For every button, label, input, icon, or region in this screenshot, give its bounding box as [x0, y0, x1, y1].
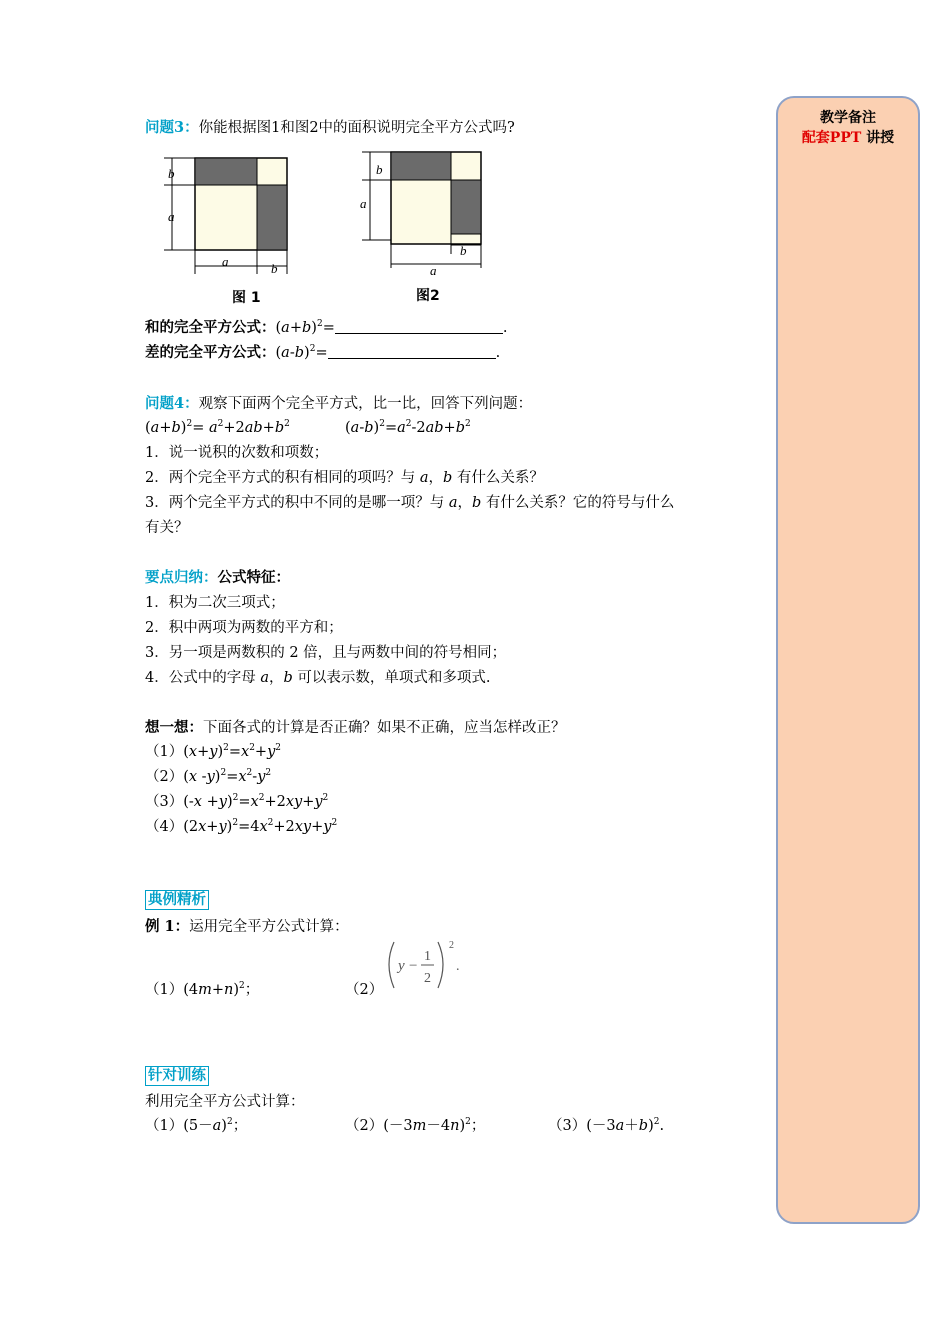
figure-2-b-vertical: b — [376, 162, 383, 177]
example-1-item-2-number: （2） — [345, 982, 384, 998]
question-4 — [145, 394, 532, 414]
teaching-notes-panel — [776, 96, 920, 1224]
lecture-label: 讲授 — [866, 130, 895, 146]
figure-1-top-rect — [195, 158, 257, 185]
example-1-text: 运用完全平方公式计算： — [189, 919, 349, 935]
practice-section-tag: 针对训练 — [145, 1066, 209, 1086]
figure-2-caption: 图2 — [416, 288, 440, 302]
svg-text:1: 1 — [424, 949, 431, 964]
diff-formula-blank[interactable] — [328, 344, 496, 359]
think-item-3: $(3)(-x +y)^2=x^2+2xy+y^2$ — [145, 793, 329, 810]
ppt-label: 配套PPT — [801, 130, 862, 146]
think-item-1: $(1)(x+y)^2=x^2+y^2$ — [145, 743, 282, 760]
figure-2 — [350, 142, 510, 302]
notes-title: 教学备注 — [820, 110, 876, 126]
key-point-2: 2．积中两项为两数的平方和； — [145, 620, 343, 636]
diff-formula-line: 差的完全平方公式：$(a-b)^2=$ . — [145, 344, 501, 361]
figure-2-top-rect — [391, 152, 451, 180]
practice-item-3: $(3)(-3a+b)^2$. — [548, 1117, 665, 1134]
figure-1-b-horizontal: b — [271, 261, 278, 276]
example-section — [145, 890, 209, 910]
example-1-item-2-formula — [382, 938, 472, 994]
think-heading — [145, 718, 566, 738]
think-item-4: $(4)(2x+y)^2=4x^2+2xy+y^2$ — [145, 818, 338, 835]
svg-text:2: 2 — [424, 971, 431, 986]
svg-text:y: y — [398, 958, 405, 974]
practice-item-2: $(2)(-3m-4n)^2$； — [345, 1117, 486, 1134]
question-4-label: 问题4： — [145, 395, 199, 412]
question-4-text: 观察下面两个完全平方式，比一比，回答下列问题： — [198, 396, 533, 412]
svg-text:−: − — [409, 958, 418, 974]
sum-formula-blank[interactable] — [335, 319, 503, 334]
question-3-label: 问题3： — [145, 119, 199, 136]
figure-2-a-horizontal: a — [430, 263, 437, 278]
example-1-item-1: $(1)(4m+n)^2$； — [145, 981, 260, 998]
sum-formula-line: 和的完全平方公式：$(a+b)^2=$ . — [145, 319, 508, 336]
key-points-heading — [145, 568, 290, 588]
figure-2-b-horizontal: b — [460, 243, 467, 258]
practice-text: 利用完全平方公式计算： — [145, 1094, 305, 1110]
key-point-1: 1．积为二次三项式； — [145, 595, 285, 611]
think-label: 想一想： — [145, 719, 203, 736]
question-3-text: 你能根据图1和图2中的面积说明完全平方公式吗? — [198, 120, 515, 136]
sum-formula-label: 和的完全平方公式： — [145, 319, 276, 336]
figure-1-a-horizontal: a — [222, 254, 229, 269]
question-4-item-3-cont: 有关？ — [145, 520, 189, 536]
example-section-tag: 典例精析 — [145, 890, 209, 910]
think-text: 下面各式的计算是否正确？如果不正确，应当怎样改正？ — [203, 720, 566, 736]
figure-1-a-vertical: a — [168, 209, 175, 224]
question-4-item-2: 2．两个完全平方式的积有相同的项吗？与 a，b 有什么关系？ — [145, 470, 544, 486]
question-4-item-1: 1．说一说积的次数和项数； — [145, 445, 329, 461]
think-item-2: （2）(x $-y)^2=x^2-y^2$ — [145, 768, 272, 785]
key-points-label: 要点归纳： — [145, 569, 218, 586]
key-point-3: 3．另一项是两数积的 2 倍，且与两数中间的符号相同； — [145, 645, 507, 661]
figure-2-a-vertical: a — [360, 196, 367, 211]
practice-item-1: $(1)(5-a)^2$； — [145, 1117, 248, 1134]
formula-diff: $(a-b)^2=a^2-2ab+b^2$ — [345, 419, 471, 436]
example-1-heading — [145, 917, 349, 937]
svg-text:.: . — [456, 959, 460, 974]
formula-sum: $(a+b)^2= a^2+2ab+b^2$ — [145, 419, 290, 436]
key-points-title: 公式特征： — [217, 569, 290, 586]
question-3 — [145, 118, 515, 138]
notes-subtitle — [778, 128, 918, 148]
figure-2-right-rect — [451, 180, 481, 234]
diff-formula-label: 差的完全平方公式： — [145, 344, 276, 361]
example-1-label: 例 1： — [145, 918, 190, 935]
figure-1-caption: 图 1 — [232, 290, 261, 306]
figure-1-right-rect — [257, 185, 287, 250]
svg-text:2: 2 — [449, 940, 454, 951]
practice-section — [145, 1066, 209, 1086]
figure-1 — [150, 148, 310, 308]
figure-1-b-vertical: b — [168, 166, 175, 181]
question-4-item-3: 3．两个完全平方式的积中不同的是哪一项？与 a，b 有什么关系？它的符号与什么 — [145, 495, 675, 511]
key-point-4: 4．公式中的字母 a，b 可以表示数，单项式和多项式. — [145, 670, 491, 686]
